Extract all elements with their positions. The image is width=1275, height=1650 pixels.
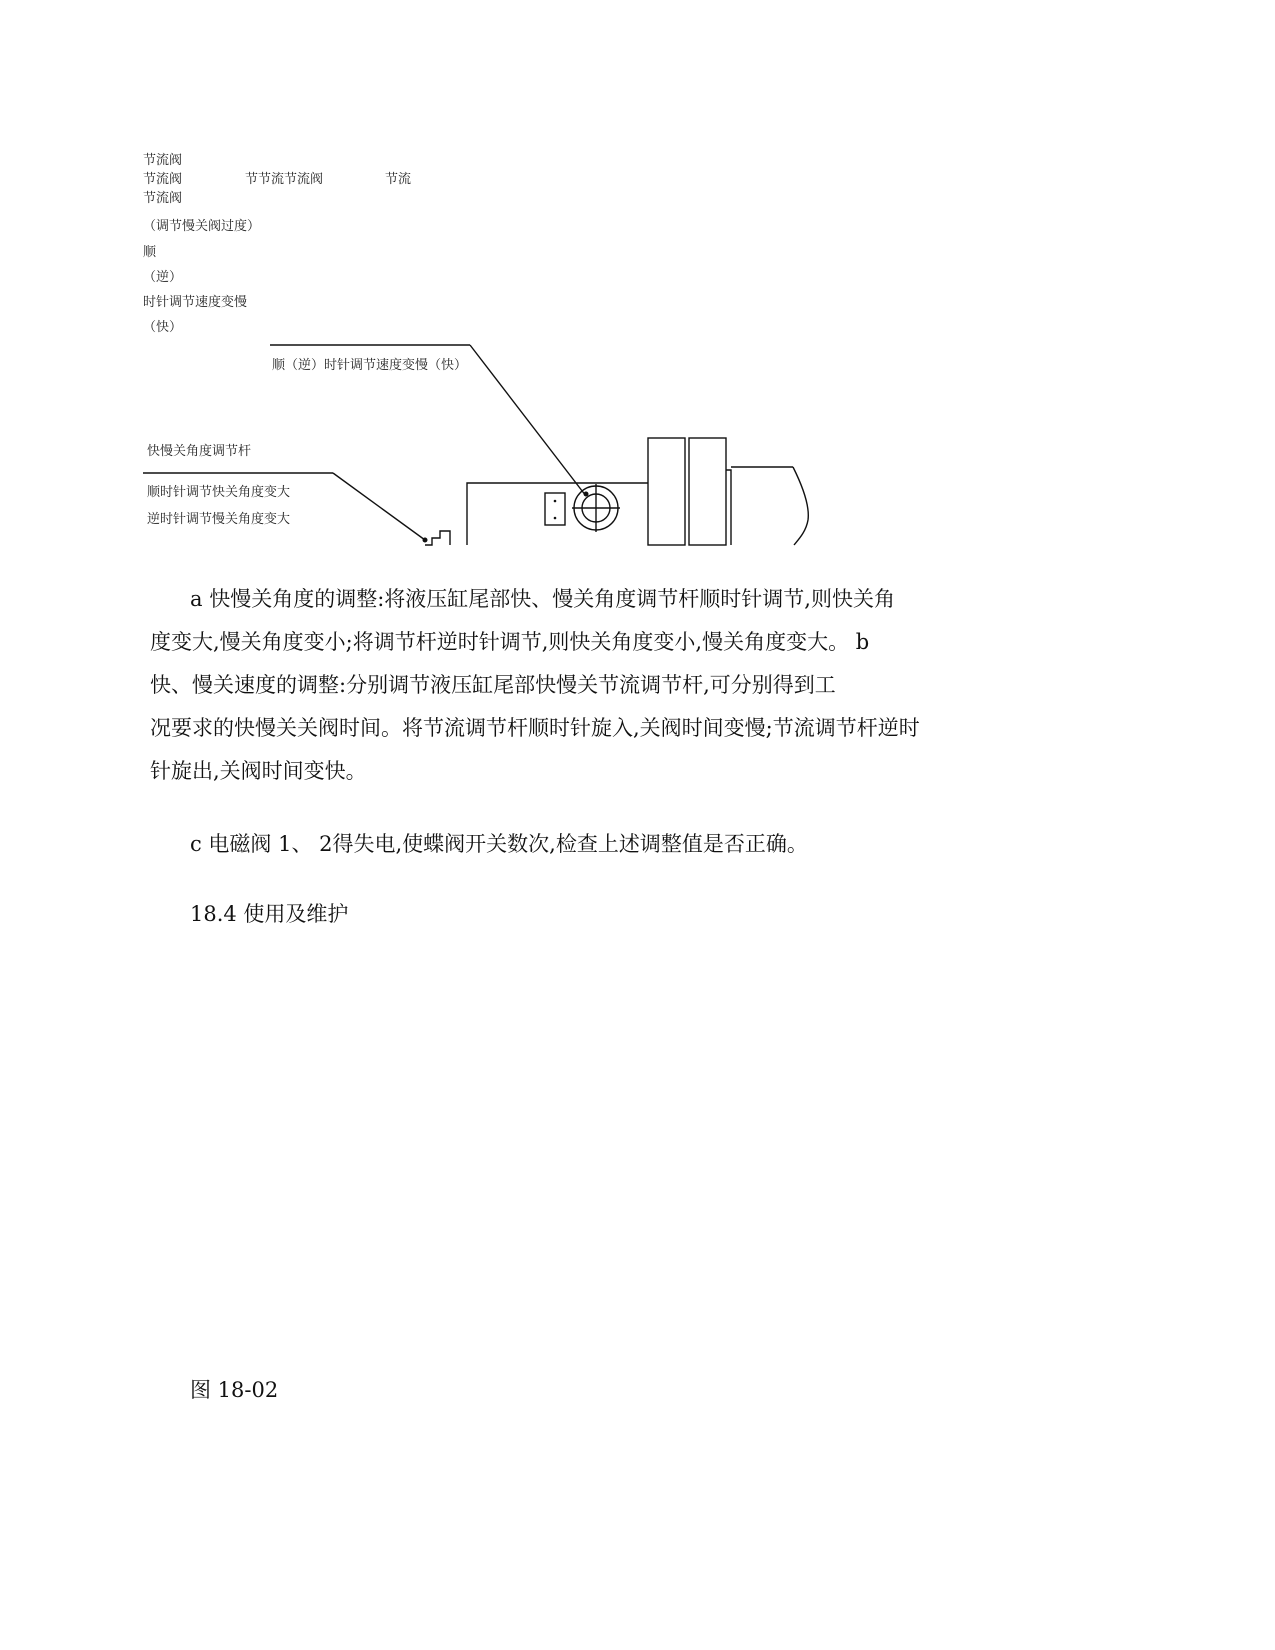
paragraph-adjustment — [150, 578, 1080, 793]
label-throttle-right: 节流 — [385, 172, 412, 187]
label-kuai: （快） — [143, 320, 183, 335]
text-line: 快、慢关速度的调整:分别调节液压缸尾部快慢关节流调节杆,可分别得到工 — [150, 673, 836, 697]
flange-right — [689, 438, 726, 545]
speed-callout-leader — [470, 345, 586, 496]
text-line: a 快慢关角度的调整:将液压缸尾部快、慢关角度调节杆顺时针调节,则快关角 — [190, 587, 895, 611]
text-line: 度变大,慢关角度变小;将调节杆逆时针调节,则快关角度变小,慢关角度变大。 b — [150, 630, 870, 654]
speed-callout-label: 顺（逆）时针调节速度变慢（快） — [272, 358, 468, 373]
angle-rod-line1: 顺时针调节快关角度变大 — [147, 485, 291, 500]
text-line: 针旋出,关阀时间变快。 — [150, 759, 367, 783]
cylinder-body — [467, 483, 648, 545]
label-throttle-3: 节流阀 — [143, 191, 183, 206]
flange-left — [648, 438, 685, 545]
leader-dot-speed — [584, 492, 589, 497]
paragraph-solenoid-check: c 电磁阀 1、 2得失电,使蝶阀开关数次,检查上述调整值是否正确。 — [190, 832, 808, 856]
label-throttle-2: 节流阀 — [143, 172, 183, 187]
section-heading-18-4: 18.4 使用及维护 — [190, 902, 349, 926]
solenoid-dot-bottom — [554, 517, 557, 520]
label-throttle-mid: 节节流节流阀 — [245, 172, 324, 187]
figure-caption: 图 18-02 — [190, 1378, 279, 1402]
break-line — [793, 467, 808, 545]
text-line: 况要求的快慢关关阀时间。将节流调节杆顺时针旋入,关阀时间变慢;节流调节杆逆时 — [150, 716, 920, 740]
label-ni: （逆） — [143, 270, 183, 285]
solenoid-block — [545, 493, 565, 525]
angle-rod-line2: 逆时针调节慢关角度变大 — [147, 512, 291, 527]
adjust-rod-steps — [425, 531, 450, 545]
label-speed-slow: 时针调节速度变慢 — [143, 295, 248, 310]
angle-rod-title: 快慢关角度调节杆 — [147, 444, 252, 459]
label-throttle-1: 节流阀 — [143, 153, 183, 168]
label-shun: 顺 — [143, 245, 157, 260]
body-step — [726, 470, 731, 545]
label-slow-close: （调节慢关阀过度） — [143, 219, 261, 234]
angle-callout-leader — [333, 473, 425, 540]
leader-dot-angle — [423, 538, 428, 543]
solenoid-dot-top — [554, 500, 557, 503]
